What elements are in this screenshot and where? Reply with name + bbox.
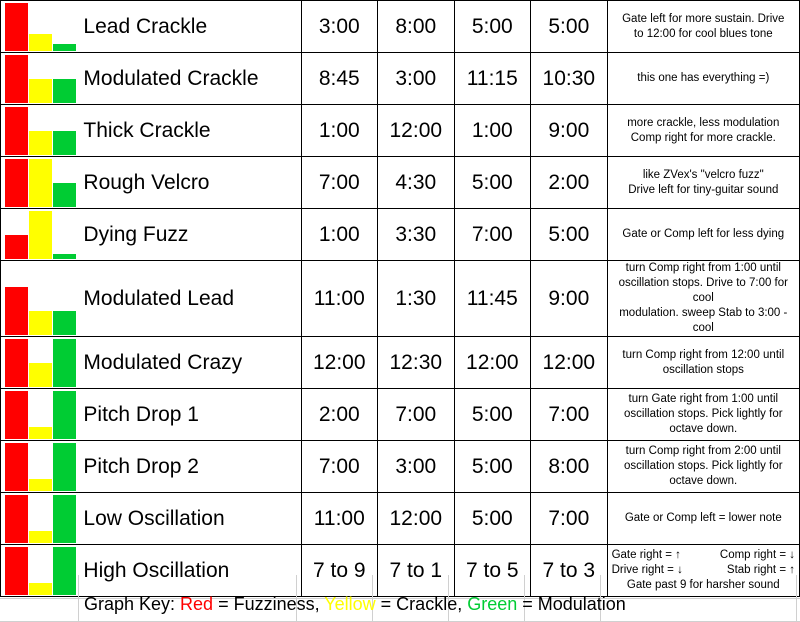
fuzziness-bar (5, 547, 28, 595)
knob-setting: 7:00 (454, 209, 531, 261)
fuzziness-bar (5, 443, 28, 491)
graph-key-green: Green (467, 594, 518, 614)
preset-name: Pitch Drop 1 (77, 389, 301, 441)
note-line: Drive left for tiny-guitar sound (628, 183, 779, 196)
knob-setting: 2:00 (301, 389, 378, 441)
crackle-bar (29, 311, 52, 335)
preset-row (1, 53, 800, 105)
modulation-bar (53, 79, 76, 103)
graph-key-green-desc: = Modulation (517, 594, 626, 614)
knob-setting: 9:00 (531, 261, 608, 337)
fuzziness-bar (5, 235, 28, 259)
preset-name: Modulated Crazy (77, 337, 301, 389)
fuzziness-bar (5, 159, 28, 207)
bar-graph (5, 495, 77, 543)
knob-setting: 12:00 (301, 337, 378, 389)
preset-graph (1, 1, 78, 53)
preset-note (607, 157, 799, 209)
preset-graph (1, 441, 78, 493)
bar-graph (5, 55, 77, 103)
note-line: turn Gate right from 1:00 until (628, 393, 779, 405)
knob-setting: 1:00 (301, 105, 378, 157)
note-line: more crackle, less modulation (627, 116, 780, 129)
note-line: octave down. (669, 423, 738, 435)
crackle-bar (29, 427, 52, 439)
bar-graph (5, 159, 77, 207)
knob-setting: 8:00 (531, 441, 608, 493)
knob-setting: 7 to 9 (301, 545, 378, 597)
note-line: turn Comp right from 2:00 until (625, 445, 781, 457)
crackle-bar (29, 211, 52, 259)
fuzziness-bar (5, 339, 28, 387)
preset-row (1, 389, 800, 441)
knob-setting: 12:30 (378, 337, 455, 389)
preset-name: Lead Crackle (77, 1, 301, 53)
note-line: Comp right = ↓ (719, 549, 795, 561)
fuzziness-bar (5, 391, 28, 439)
knob-setting: 5:00 (454, 389, 531, 441)
preset-name: Thick Crackle (77, 105, 301, 157)
preset-row (1, 337, 800, 389)
bar-graph (5, 107, 77, 155)
knob-setting: 7:00 (531, 389, 608, 441)
note-line: Gate left for more sustain. Drive (622, 12, 785, 25)
preset-name: Modulated Lead (77, 261, 301, 337)
preset-graph (1, 545, 78, 597)
crackle-bar (29, 34, 52, 51)
bar-graph (5, 3, 77, 51)
note-line: turn Comp right from 1:00 until (625, 262, 781, 274)
note-line: Comp right for more crackle. (630, 131, 776, 144)
knob-setting: 12:00 (378, 105, 455, 157)
preset-name: Modulated Crackle (77, 53, 301, 105)
knob-setting: 12:00 (531, 337, 608, 389)
knob-setting: 8:45 (301, 53, 378, 105)
preset-graph (1, 209, 78, 261)
preset-note (607, 337, 799, 389)
preset-name: Pitch Drop 2 (77, 441, 301, 493)
modulation-bar (53, 183, 76, 207)
bar-graph (5, 547, 77, 595)
knob-setting: 5:00 (454, 1, 531, 53)
gridline (796, 575, 797, 622)
knob-setting: 3:00 (378, 441, 455, 493)
knob-setting: 7:00 (378, 389, 455, 441)
knob-setting: 1:30 (378, 261, 455, 337)
knob-setting: 12:00 (378, 493, 455, 545)
knob-setting: 11:15 (454, 53, 531, 105)
note-line: this one has everything =) (637, 72, 770, 84)
knob-setting: 7:00 (301, 441, 378, 493)
preset-graph (1, 105, 78, 157)
preset-graph (1, 493, 78, 545)
note-line: turn Comp right from 12:00 until (622, 348, 785, 361)
crackle-bar (29, 363, 52, 387)
knob-setting: 3:30 (378, 209, 455, 261)
graph-key-prefix: Graph Key: (84, 594, 181, 614)
crackle-bar (29, 583, 52, 595)
preset-note (607, 53, 799, 105)
preset-name: High Oscillation (77, 545, 301, 597)
knob-setting: 7 to 3 (531, 545, 608, 597)
modulation-bar (53, 339, 76, 387)
preset-row (1, 441, 800, 493)
note-line: Gate right = ↑ (611, 549, 681, 561)
knob-setting: 5:00 (454, 493, 531, 545)
note-line: like ZVex's "velcro fuzz" (642, 168, 764, 181)
knob-setting: 1:00 (454, 105, 531, 157)
knob-setting: 12:00 (454, 337, 531, 389)
modulation-bar (53, 311, 76, 335)
note-line: octave down. (669, 475, 738, 487)
fuzziness-bar (5, 55, 28, 103)
graph-key (84, 594, 626, 615)
knob-setting: 2:00 (531, 157, 608, 209)
preset-note (607, 493, 799, 545)
note-line: oscillation stops (662, 363, 744, 376)
note-line: Gate past 9 for harsher sound (626, 579, 780, 591)
knob-setting: 7 to 5 (454, 545, 531, 597)
note-line: Drive right = ↓ (611, 564, 683, 576)
note-grid (608, 548, 799, 593)
knob-setting: 9:00 (531, 105, 608, 157)
preset-graph (1, 261, 78, 337)
modulation-bar (53, 443, 76, 491)
preset-graph (1, 337, 78, 389)
knob-setting: 3:00 (378, 53, 455, 105)
note-line: Stab right = ↑ (726, 564, 795, 576)
bar-graph (5, 443, 77, 491)
crackle-bar (29, 531, 52, 543)
gridline (78, 575, 79, 622)
modulation-bar (53, 391, 76, 439)
note-line: modulation. sweep Stab to 3:00 - cool (619, 307, 788, 334)
bar-graph (5, 391, 77, 439)
preset-row (1, 209, 800, 261)
graph-key-red: Red (180, 594, 214, 614)
bar-graph (5, 287, 77, 335)
preset-graph (1, 157, 78, 209)
preset-row (1, 1, 800, 53)
preset-row (1, 493, 800, 545)
knob-setting: 11:00 (301, 261, 378, 337)
note-line: Gate or Comp left for less dying (622, 228, 785, 240)
preset-name: Rough Velcro (77, 157, 301, 209)
preset-row (1, 261, 800, 337)
graph-key-yellow-desc: = Crackle, (375, 594, 468, 614)
knob-setting: 11:00 (301, 493, 378, 545)
note-line: Gate or Comp left = lower note (624, 512, 782, 524)
knob-setting: 7 to 1 (378, 545, 455, 597)
knob-setting: 5:00 (454, 441, 531, 493)
knob-setting: 3:00 (301, 1, 378, 53)
knob-setting: 11:45 (454, 261, 531, 337)
preset-name: Dying Fuzz (77, 209, 301, 261)
preset-note (607, 105, 799, 157)
preset-row (1, 157, 800, 209)
preset-graph (1, 53, 78, 105)
knob-setting: 7:00 (531, 493, 608, 545)
fuzziness-bar (5, 107, 28, 155)
knob-setting: 5:00 (531, 209, 608, 261)
bar-graph (5, 339, 77, 387)
note-line: to 12:00 for cool blues tone (633, 27, 773, 40)
crackle-bar (29, 79, 52, 103)
modulation-bar (53, 44, 76, 51)
crackle-bar (29, 131, 52, 155)
modulation-bar (53, 495, 76, 543)
bar-graph (5, 211, 77, 259)
preset-name: Low Oscillation (77, 493, 301, 545)
preset-note (607, 389, 799, 441)
preset-note (607, 441, 799, 493)
crackle-bar (29, 479, 52, 491)
preset-row (1, 545, 800, 597)
preset-graph (1, 389, 78, 441)
preset-note (607, 209, 799, 261)
note-line: oscillation stops. Drive to 7:00 for cool (618, 277, 788, 304)
modulation-bar (53, 131, 76, 155)
knob-setting: 5:00 (454, 157, 531, 209)
fuzziness-bar (5, 287, 28, 335)
preset-row (1, 105, 800, 157)
crackle-bar (29, 159, 52, 207)
knob-setting: 8:00 (378, 1, 455, 53)
note-line: oscillation stops. Pick lightly for (624, 408, 783, 420)
preset-note (607, 545, 799, 597)
graph-key-yellow: Yellow (324, 594, 376, 614)
preset-note (607, 261, 799, 337)
graph-key-red-desc: = Fuzziness, (213, 594, 325, 614)
fuzziness-bar (5, 495, 28, 543)
modulation-bar (53, 254, 76, 259)
knob-setting: 5:00 (531, 1, 608, 53)
knob-setting: 10:30 (531, 53, 608, 105)
knob-setting: 1:00 (301, 209, 378, 261)
preset-note (607, 1, 799, 53)
knob-setting: 7:00 (301, 157, 378, 209)
knob-setting: 4:30 (378, 157, 455, 209)
fuzziness-bar (5, 3, 28, 51)
note-line: oscillation stops. Pick lightly for (624, 460, 783, 472)
modulation-bar (53, 547, 76, 595)
